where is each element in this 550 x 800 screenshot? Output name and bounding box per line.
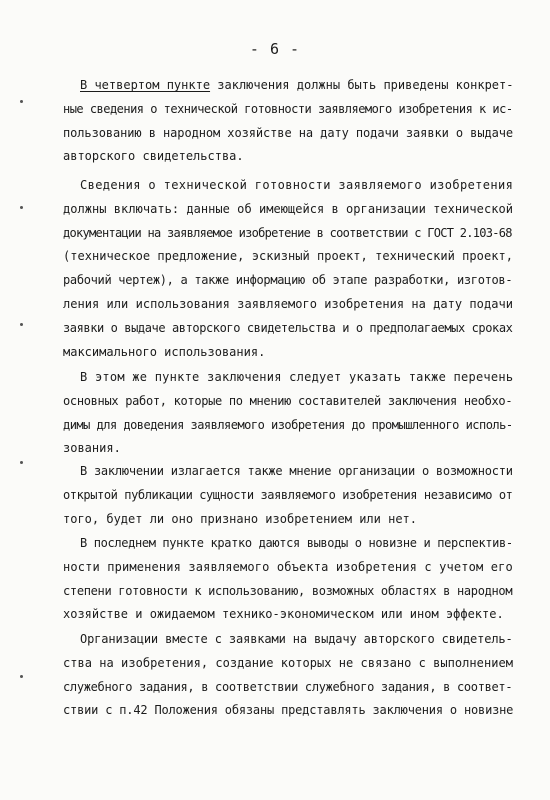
text-line — [63, 680, 512, 694]
text-line — [80, 370, 513, 384]
text-line — [63, 126, 513, 140]
text-line — [63, 584, 512, 598]
line-text: авторского свидетельства. — [63, 149, 244, 164]
text-line — [63, 226, 512, 240]
line-text: служебного задания, в соответствии служебного задания, в соответ- — [63, 679, 513, 694]
line-text: основных работ, которые по мнению составителей заключения необхо- — [63, 393, 513, 408]
text-line — [80, 536, 513, 550]
margin-mark — [20, 461, 23, 464]
margin-mark — [20, 675, 23, 678]
text-line — [63, 441, 121, 455]
line-text: хозяйстве и ожидаемом технико-экономическом или ином эффекте. — [63, 607, 504, 622]
margin-mark — [20, 323, 23, 326]
line-text: заключения должны быть приведены конкрет- — [210, 78, 514, 92]
line-text: Организации вместе с заявками на выдачу авторского свидетель- — [80, 632, 513, 646]
text-line — [63, 273, 512, 287]
line-text: ления или использования заявляемого изобретения на дату подачи — [63, 297, 513, 311]
margin-mark — [20, 100, 23, 103]
text-line — [63, 560, 513, 574]
text-line — [63, 321, 512, 335]
text-line — [63, 418, 513, 432]
text-line — [63, 394, 512, 408]
line-text: (техническое предложение, эскизный проект, технический проект, — [63, 249, 513, 264]
line-text: ные сведения о технической готовности заявляемого изобретения к ис- — [63, 101, 513, 116]
line-text: рабочий чертеж), а также информацию об этапе разработки, изготов- — [63, 273, 513, 288]
text-line — [63, 102, 513, 116]
line-text: В последнем пункте кратко даются выводы о новизне и перспектив- — [80, 536, 513, 550]
line-text: ствии с п.42 Положения обязаны представлять заключения о новизне — [63, 703, 514, 718]
text-line — [63, 202, 513, 216]
line-text: зования. — [63, 441, 121, 456]
text-line — [63, 656, 513, 670]
text-line — [63, 703, 513, 717]
line-text: заявки о выдаче авторского свидетельства и о предполагаемых сроках — [63, 320, 513, 335]
line-text: Сведения о технической готовности заявляемого изобретения — [80, 178, 514, 192]
line-text: должны включать: данные об имеющейся в организации технической — [63, 201, 513, 216]
line-text: документации на заявляемое изобретение в соответствии с ГОСТ 2.103-68 — [63, 225, 512, 240]
text-line — [63, 345, 265, 359]
text-line — [63, 488, 512, 502]
line-text: того, будет ли оно признано изобретением или нет. — [63, 511, 418, 526]
text-line — [80, 464, 513, 478]
line-text: В этом же пункте заключения следует указать также перечень — [80, 370, 514, 384]
text-line — [80, 178, 513, 192]
line-text: открытой публикации сущности заявляемого изобретения независимо от — [63, 487, 513, 502]
line-text: ства на изобретения, создание которых не связано с выполнением — [63, 655, 513, 670]
line-text: максимального использования. — [63, 344, 266, 359]
line-text: степени готовности к использованию, возможных областях в народном — [63, 583, 513, 598]
text-line — [63, 249, 513, 263]
margin-mark — [20, 206, 23, 209]
line-text: пользованию в народном хозяйстве на дату подачи заявки о выдаче — [63, 125, 514, 140]
line-text: димы для доведения заявляемого изобретения до промышленного исполь- — [63, 417, 513, 432]
line-text: В заключении излагается также мнение организации о возможности — [80, 464, 513, 478]
page-number: - 6 - — [249, 40, 301, 58]
text-line — [63, 607, 504, 621]
text-line — [80, 78, 513, 92]
text-line — [80, 632, 513, 646]
line-text: ности применения заявляемого объекта изобретения с учетом его — [63, 559, 513, 574]
text-line — [63, 149, 244, 163]
underlined-phrase: В четвертом пункте — [80, 78, 211, 92]
text-line — [63, 297, 513, 311]
text-line — [63, 512, 417, 526]
